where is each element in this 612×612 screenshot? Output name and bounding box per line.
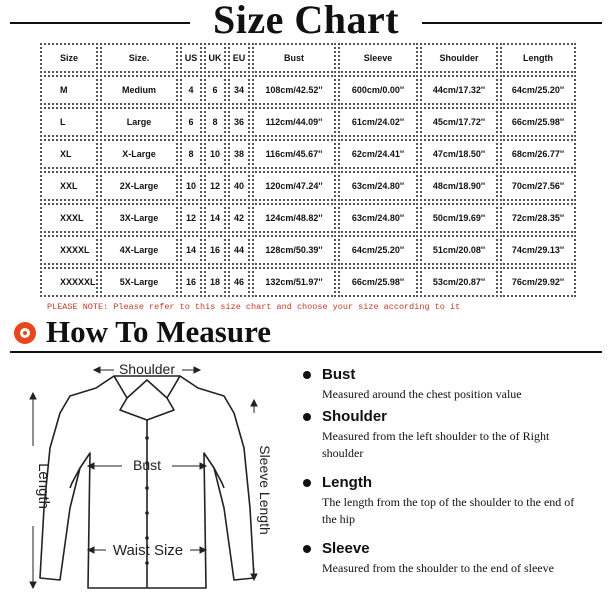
table-cell: 6 bbox=[204, 75, 226, 105]
section-divider bbox=[10, 351, 602, 353]
table-cell: 42 bbox=[228, 203, 250, 233]
table-header-row bbox=[39, 42, 583, 74]
table-cell: 600cm/0.00'' bbox=[338, 75, 418, 105]
table-cell: 48cm/18.90'' bbox=[420, 171, 498, 201]
table-cell: 5X-Large bbox=[100, 267, 178, 297]
bullet-icon bbox=[303, 413, 311, 421]
length-label: Length bbox=[35, 463, 52, 509]
title-rule-left bbox=[10, 22, 190, 24]
table-header-cell: EU bbox=[228, 43, 250, 73]
instruction-heading: Length bbox=[322, 474, 372, 491]
table-cell: M bbox=[40, 75, 98, 105]
table-header-cell: Length bbox=[500, 43, 576, 73]
table-row bbox=[39, 266, 583, 298]
table-cell: 66cm/25.98'' bbox=[500, 107, 576, 137]
measurement-instructions bbox=[300, 360, 600, 600]
table-cell: 120cm/47.24'' bbox=[252, 171, 336, 201]
table-cell: 66cm/25.98'' bbox=[338, 267, 418, 297]
table-cell: 76cm/29.92'' bbox=[500, 267, 576, 297]
table-row bbox=[39, 74, 583, 106]
table-header-cell: Size. bbox=[100, 43, 178, 73]
table-cell: Medium bbox=[100, 75, 178, 105]
instruction-text: The length from the top of the shoulder to the end of the hip bbox=[322, 495, 575, 526]
size-table bbox=[39, 42, 583, 298]
title-rule-right bbox=[422, 22, 602, 24]
table-row bbox=[39, 170, 583, 202]
instruction-text: Measured from the shoulder to the end of sleeve bbox=[322, 561, 554, 575]
target-bullet-icon bbox=[14, 322, 36, 344]
table-header-cell: Sleeve bbox=[338, 43, 418, 73]
table-cell: XXL bbox=[40, 171, 98, 201]
table-cell: 36 bbox=[228, 107, 250, 137]
table-row bbox=[39, 106, 583, 138]
shoulder-label: Shoulder bbox=[118, 361, 176, 377]
table-cell: 128cm/50.39'' bbox=[252, 235, 336, 265]
table-cell: 34 bbox=[228, 75, 250, 105]
size-chart-header bbox=[0, 0, 612, 42]
table-cell: 51cm/20.08'' bbox=[420, 235, 498, 265]
table-cell: 132cm/51.97'' bbox=[252, 267, 336, 297]
instruction-text: Measured from the left shoulder to the of Right shoulder bbox=[322, 429, 550, 460]
instruction-heading: Shoulder bbox=[322, 408, 388, 425]
table-cell: 63cm/24.80'' bbox=[338, 171, 418, 201]
table-cell: 14 bbox=[180, 235, 202, 265]
table-cell: 38 bbox=[228, 139, 250, 169]
table-header-cell: US bbox=[180, 43, 202, 73]
table-cell: XXXL bbox=[40, 203, 98, 233]
shirt-measurement-diagram bbox=[10, 358, 288, 603]
table-cell: 12 bbox=[180, 203, 202, 233]
table-header-cell: UK bbox=[204, 43, 226, 73]
table-cell: XXXXXL bbox=[40, 267, 98, 297]
table-cell: 8 bbox=[204, 107, 226, 137]
bullet-icon bbox=[303, 479, 311, 487]
sleeve-length-label: Sleeve Length bbox=[257, 445, 273, 535]
table-cell: 3X-Large bbox=[100, 203, 178, 233]
bullet-icon bbox=[303, 371, 311, 379]
instruction-heading: Bust bbox=[322, 366, 356, 383]
instruction-heading: Sleeve bbox=[322, 540, 370, 557]
table-header-cell: Size bbox=[40, 43, 98, 73]
table-cell: 68cm/26.77'' bbox=[500, 139, 576, 169]
size-note: PLEASE NOTE: Please refer to this size chart and choose your size according to it bbox=[47, 302, 461, 312]
table-cell: 108cm/42.52'' bbox=[252, 75, 336, 105]
table-cell: 12 bbox=[204, 171, 226, 201]
table-row bbox=[39, 138, 583, 170]
table-cell: 44 bbox=[228, 235, 250, 265]
table-header-cell: Bust bbox=[252, 43, 336, 73]
table-cell: X-Large bbox=[100, 139, 178, 169]
table-cell: 74cm/29.13'' bbox=[500, 235, 576, 265]
table-cell: XL bbox=[40, 139, 98, 169]
table-cell: Large bbox=[100, 107, 178, 137]
table-cell: 44cm/17.32'' bbox=[420, 75, 498, 105]
table-cell: 62cm/24.41'' bbox=[338, 139, 418, 169]
table-row bbox=[39, 202, 583, 234]
table-cell: 10 bbox=[204, 139, 226, 169]
table-cell: 61cm/24.02'' bbox=[338, 107, 418, 137]
table-cell: XXXXL bbox=[40, 235, 98, 265]
shirt-illustration bbox=[10, 358, 288, 603]
table-cell: 72cm/28.35'' bbox=[500, 203, 576, 233]
table-cell: 47cm/18.50'' bbox=[420, 139, 498, 169]
how-to-measure-header bbox=[0, 314, 612, 354]
table-cell: 16 bbox=[180, 267, 202, 297]
table-cell: 10 bbox=[180, 171, 202, 201]
table-cell: 63cm/24.80'' bbox=[338, 203, 418, 233]
table-cell: 64cm/25.20'' bbox=[500, 75, 576, 105]
table-cell: 70cm/27.56'' bbox=[500, 171, 576, 201]
table-cell: 4X-Large bbox=[100, 235, 178, 265]
table-cell: 53cm/20.87'' bbox=[420, 267, 498, 297]
table-cell: 14 bbox=[204, 203, 226, 233]
table-cell: 8 bbox=[180, 139, 202, 169]
page-title: Size Chart bbox=[212, 0, 400, 42]
table-cell: 116cm/45.67'' bbox=[252, 139, 336, 169]
table-cell: 64cm/25.20'' bbox=[338, 235, 418, 265]
table-cell: 18 bbox=[204, 267, 226, 297]
table-cell: 40 bbox=[228, 171, 250, 201]
table-cell: 112cm/44.09'' bbox=[252, 107, 336, 137]
instruction-text: Measured around the chest position value bbox=[322, 387, 522, 401]
waist-label: Waist Size bbox=[112, 542, 184, 559]
bullet-icon bbox=[303, 545, 311, 553]
table-cell: 16 bbox=[204, 235, 226, 265]
table-row bbox=[39, 234, 583, 266]
table-cell: 124cm/48.82'' bbox=[252, 203, 336, 233]
table-cell: 2X-Large bbox=[100, 171, 178, 201]
how-to-measure-title: How To Measure bbox=[46, 314, 272, 349]
bust-label: Bust bbox=[132, 457, 162, 473]
table-cell: 4 bbox=[180, 75, 202, 105]
table-cell: 46 bbox=[228, 267, 250, 297]
table-cell: 6 bbox=[180, 107, 202, 137]
table-cell: 50cm/19.69'' bbox=[420, 203, 498, 233]
table-cell: L bbox=[40, 107, 98, 137]
table-header-cell: Shoulder bbox=[420, 43, 498, 73]
table-cell: 45cm/17.72'' bbox=[420, 107, 498, 137]
